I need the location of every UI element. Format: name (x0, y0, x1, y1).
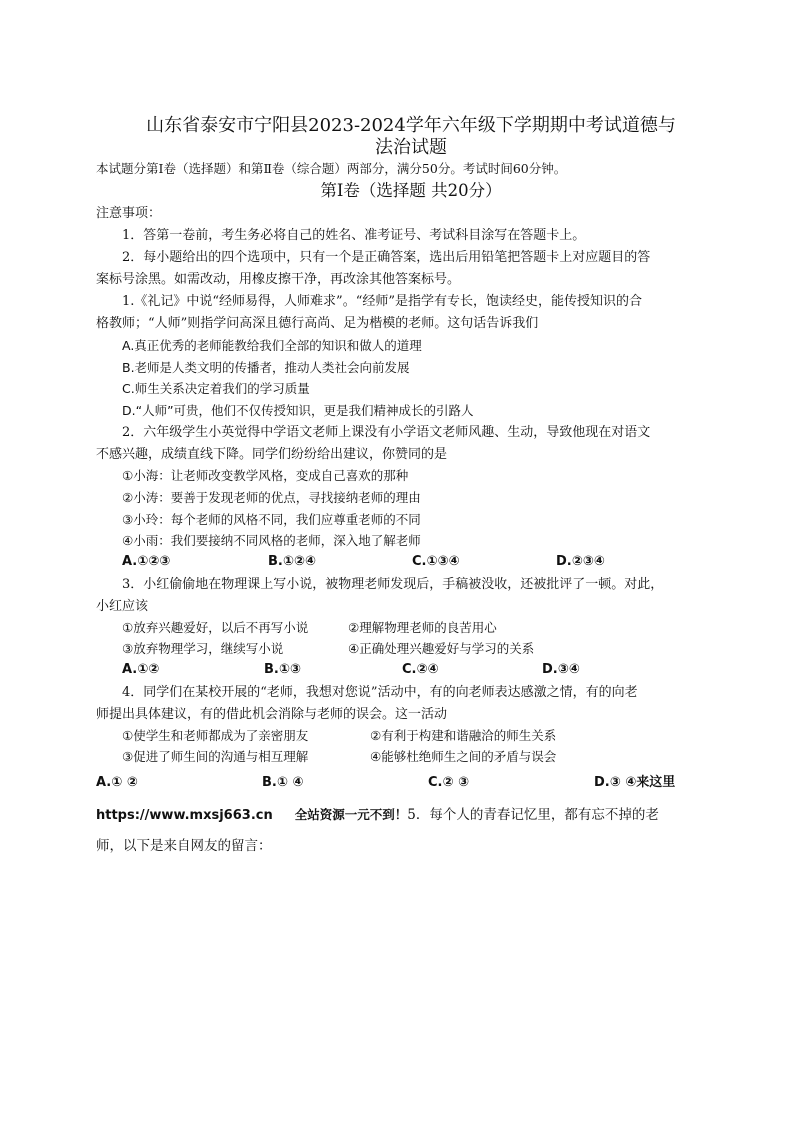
q4-option-a: A.① ② (96, 775, 138, 790)
q2-option-c: C.①③④ (412, 554, 460, 569)
q3-option-c: C.②④ (402, 662, 439, 677)
notice-item-2-line1: 2．每小题给出的四个选项中，只有一个是正确答案，选出后用铅笔把答题卡上对应题目的答 (122, 250, 651, 265)
section-heading: 第Ⅰ卷（选择题 共20分） (320, 181, 502, 200)
q4-option-b: B.① ④ (262, 775, 304, 790)
exam-title-line2: 法治试题 (375, 137, 447, 158)
q2-statement-1: ①小海：让老师改变教学风格，变成自己喜欢的那种 (122, 468, 409, 483)
q2-option-a: A.①②③ (122, 554, 171, 569)
q4-statement-1: ①使学生和老师都成为了亲密朋友 (122, 728, 309, 743)
q3-option-d: D.③④ (542, 662, 580, 677)
q2-option-d: D.②③④ (556, 554, 605, 569)
q3-option-a: A.①② (122, 662, 160, 677)
q2-statement-3: ③小玲：每个老师的风格不同，我们应尊重老师的不同 (122, 512, 421, 527)
q4-stem-line1: 4．同学们在某校开展的“老师，我想对您说”活动中，有的向老师表达感激之情，有的向老 (122, 685, 638, 700)
q3-stem-line1: 3．小红偷偷地在物理课上写小说，被物理老师发现后，手稿被没收，还被批评了一顿。对此， (122, 577, 664, 592)
q3-statement-4: ④正确处理兴趣爱好与学习的关系 (348, 641, 535, 656)
q2-statement-4: ④小雨：我们要接纳不同风格的老师，深入地了解老师 (122, 533, 421, 548)
ad-slogan: 全站资源一元不到！ (294, 807, 408, 822)
q4-statement-3: ③促进了师生间的沟通与相互理解 (122, 749, 309, 764)
q4-statement-4: ④能够杜绝师生之间的矛盾与误会 (370, 749, 557, 764)
q1-stem-line2: 格教师；“人师”则指学问高深且德行高尚、足为楷模的老师。这句话告诉我们 (96, 316, 539, 331)
exam-intro: 本试题分第Ⅰ卷（选择题）和第Ⅱ卷（综合题）两部分，满分50分。考试时间60分钟。 (96, 161, 567, 176)
q1-stem-line1: 1.《礼记》中说“经师易得，人师难求”。“经师”是指学有专长，饱读经史，能传授知识的合 (122, 294, 642, 309)
notice-item-2-line2: 案标号涂黑。如需改动，用橡皮擦干净，再改涂其他答案标号。 (96, 272, 461, 287)
q4-option-d-label: D.③ ④ (594, 775, 637, 790)
q4-stem-line2: 师提出具体建议，有的借此机会消除与老师的误会。这一活动 (96, 707, 448, 722)
q3-stem-line2: 小红应该 (96, 599, 149, 614)
q4-option-d (594, 774, 675, 792)
q3-statement-3: ③放弃物理学习，继续写小说 (122, 641, 284, 656)
q5-stem-line2: 师，以下是来自网友的留言： (96, 838, 272, 854)
q1-option-c: C.师生关系决定着我们的学习质量 (122, 381, 310, 396)
q4-option-d-suffix: 来这里 (636, 775, 676, 790)
ad-line (96, 806, 659, 825)
q3-statement-2: ②理解物理老师的良苦用心 (348, 620, 497, 635)
q2-statement-2: ②小涛：要善于发现老师的优点，寻找接纳老师的理由 (122, 490, 421, 505)
q4-statement-2: ②有利于构建和谐融洽的师生关系 (370, 728, 557, 743)
ad-url-link[interactable]: https://www.mxsj663.cn (96, 808, 273, 823)
q5-stem-line1: 5．每个人的青春记忆里，都有忘不掉的老 (407, 807, 659, 823)
exam-title-line1: 山东省泰安市宁阳县2023-2024学年六年级下学期期中考试道德与 (146, 115, 676, 136)
q1-option-d: D.“人师”可贵，他们不仅传授知识，更是我们精神成长的引路人 (122, 403, 474, 418)
q3-statement-1: ①放弃兴趣爱好，以后不再写小说 (122, 620, 309, 635)
q4-option-c: C.② ③ (428, 775, 470, 790)
q1-option-b: B.老师是人类文明的传播者，推动人类社会向前发展 (122, 360, 410, 375)
q1-option-a: A.真正优秀的老师能教给我们全部的知识和做人的道理 (122, 338, 422, 353)
notice-item-1: 1．答第一卷前，考生务必将自己的姓名、准考证号、考试科目涂写在答题卡上。 (122, 228, 586, 243)
notice-heading: 注意事项： (96, 206, 162, 221)
q3-option-b: B.①③ (264, 662, 301, 677)
q2-stem-line2: 不感兴趣，成绩直线下降。同学们纷纷给出建议，你赞同的是 (96, 447, 448, 462)
q2-option-b: B.①②④ (268, 554, 316, 569)
q2-stem-line1: 2．六年级学生小英觉得中学语文老师上课没有小学语文老师风趣、生动，导致他现在对语文 (122, 425, 651, 440)
